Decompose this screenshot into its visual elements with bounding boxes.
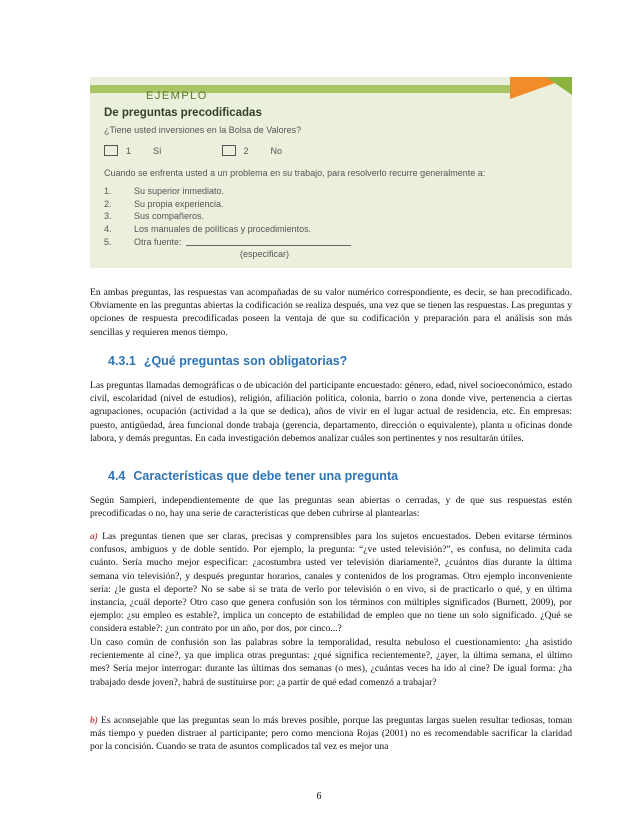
page-number: 6 bbox=[316, 791, 322, 802]
paragraph-temporality: Un caso común de confusión son las palabras sobre la temporalidad, resulta nebuloso el cuestionamiento: ¿ha asistido recientemente al cine?, ya que implica otras preguntas: ¿qué significa recientemente?, ¿ayer, la última semana, el último mes? Sería mejor interrogar: durante las últimas dos semanas (o mes), ¿cuántas veces ha ido al cine? De igual forma: ¿ha trabajado desde joven?, habrá de sustituirse por: ¿a partir de qué edad comenzó a trabajar? bbox=[90, 637, 572, 688]
paragraph-item-a: a) Las preguntas tienen que ser claras, precisas y comprensibles para los sujetos encuestados. Deben evitarse términos confusos, ambiguos y de doble sentido. Por ejemplo, la pregunta: “¿ve usted televisión?”, es confusa, no delimita cada cuánto. Sería mucho mejor especificar: ¿acostumbra usted ver televisión diariamente?, ¿cuántos días durante la última semana vio televisión?, y después preguntar horarios, canales y contenidos de los programas. Otro ejemplo inconveniente sería: ¿le gusta el deporte? No se sabe si se trata de verlo por televisión o en vivo, si de practicarlo o qué, y en última instancia, ¿cuál deporte? Otro caso que genera confusión son los términos con múltiples significados (Burnett, 2009), por ejemplo: ¿su empleo es estable?, implica un concepto de estabilidad de empleo que no tiene un solo significado. ¿Qué se considera estable?: ¿un contrato por un año, por dos, por cinco...? bbox=[90, 531, 572, 635]
list-item: 2. Su propia experiencia. bbox=[104, 198, 224, 209]
fill-in-line bbox=[186, 237, 351, 246]
option-label: No bbox=[270, 145, 283, 156]
option-number: 1 bbox=[126, 145, 132, 156]
example-options bbox=[104, 145, 342, 156]
list-item: 4. Los manuales de políticas y procedimientos. bbox=[104, 224, 312, 235]
example-specify: (especificar) bbox=[240, 249, 290, 259]
paragraph-demographic: Las preguntas llamadas demográficas o de ubicación del participante encuestado: género, edad, nivel socioeconómico, estado civil, escolaridad (nivel de estudios), religión, afiliación política, colonia, barrio o zona donde vive, pertenencia a ciertas agrupaciones, ocupación (actividad a la que se dedica), años de vivir en el lugar actual de residencia, etc. En empresas: puesto, antigüedad, área funcional donde trabaja (gerencia, departamento, dirección o equivalente), planta u oficinas donde labora, y demás preguntas. En cada investigación debemos analizar cuáles son pertinentes y nos resultarán útiles. bbox=[90, 380, 572, 444]
example-question-2: Cuando se enfrenta usted a un problema en su trabajo, para resolverlo recurre generalmente a: bbox=[104, 168, 486, 178]
example-box bbox=[90, 77, 572, 268]
paragraph-item-b: b) Es aconsejable que las preguntas sean lo más breves posible, porque las preguntas largas suelen resultar tediosas, toman más tiempo y pueden distraer al participante; pero como menciona Rojas (2001) no es recomendable sacrificar la claridad por la concisión. Cuando se trata de asuntos complicados tal vez es mejor una bbox=[90, 715, 572, 753]
example-title: De preguntas precodificadas bbox=[104, 107, 262, 119]
example-list bbox=[104, 185, 351, 248]
list-item: 5. Otra fuente: bbox=[104, 235, 351, 248]
option-number: 2 bbox=[243, 145, 249, 156]
section-heading-4-3-1: 4.3.1 ¿Qué preguntas son obligatorias? bbox=[108, 354, 348, 368]
example-question-1: ¿Tiene usted inversiones en la Bolsa de Valores? bbox=[104, 125, 302, 135]
list-item: 1. Su superior inmediato. bbox=[104, 186, 225, 197]
checkbox-icon bbox=[104, 145, 118, 156]
section-heading-4-4: 4.4 Características que debe tener una pregunta bbox=[108, 469, 399, 483]
option-label: Sí bbox=[153, 145, 162, 156]
list-item: 3. Sus compañeros. bbox=[104, 211, 205, 222]
example-label: EJEMPLO bbox=[146, 90, 208, 102]
checkbox-icon bbox=[222, 145, 236, 156]
example-green-corner bbox=[546, 77, 572, 95]
paragraph-precoded: En ambas preguntas, las respuestas van acompañadas de su valor numérico correspondiente, es decir, se han precodificado. Obviamente en las preguntas abiertas la codificación se realiza después, una vez que se tienen las respuestas. Las preguntas y opciones de respuesta precodificadas poseen la ventaja de que su codificación y preparación para el análisis son más sencillas y requieren menos tiempo. bbox=[90, 287, 572, 338]
item-marker: a) bbox=[90, 531, 98, 542]
item-marker: b) bbox=[90, 715, 98, 726]
paragraph-sampieri: Según Sampieri, independientemente de que las preguntas sean abiertas o cerradas, y de que sus respuestas estén precodificadas o no, hay una serie de características que deben cubrirse al plantearlas: bbox=[90, 495, 572, 520]
